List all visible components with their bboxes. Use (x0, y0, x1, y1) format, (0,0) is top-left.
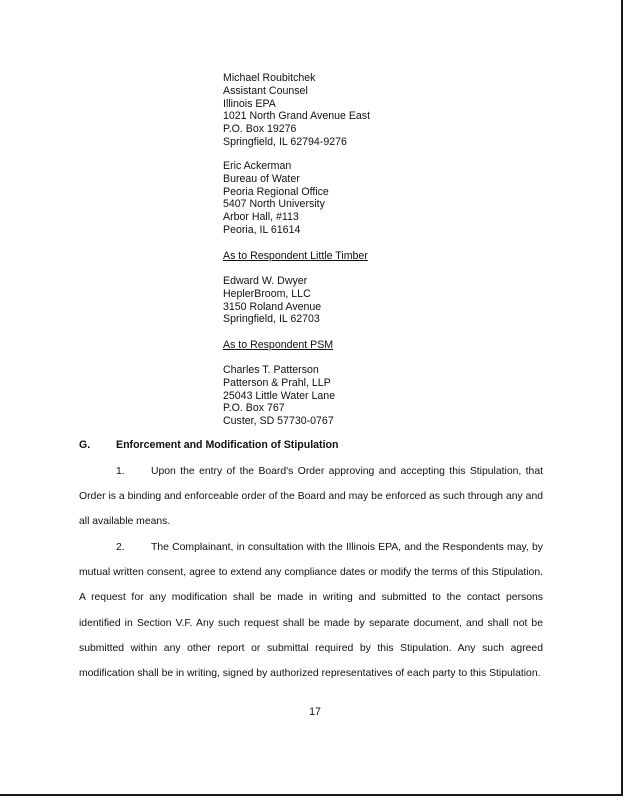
contact-line: 25043 Little Water Lane (223, 389, 336, 402)
contact-line: 3150 Roland Avenue (223, 300, 322, 313)
contact-bureau-of-water (223, 160, 563, 237)
contact-psm-counsel (223, 364, 563, 428)
contact-line: Eric Ackerman (223, 160, 292, 172)
contact-line: HeplerBroom, LLC (223, 287, 311, 300)
contact-line: Assistant Counsel (223, 84, 308, 97)
paragraph-text: Upon the entry of the Board's Order approving and accepting this Stipulation, that Order is a binding and enforceable order of the Board and may be enforced as such through any and all available means. (79, 466, 543, 528)
contact-line: P.O. Box 767 (223, 402, 285, 415)
contact-line: Arbor Hall, #113 (223, 211, 299, 224)
contact-line: Charles T. Patterson (223, 364, 319, 376)
contact-line: Springfield, IL 62703 (223, 313, 320, 326)
paragraph-2 (79, 535, 543, 686)
paragraph-number: 2. (116, 542, 125, 553)
respondent-psm-heading: As to Respondent PSM (223, 339, 334, 351)
contact-line: Edward W. Dwyer (223, 275, 308, 287)
contact-line: P.O. Box 19276 (223, 123, 297, 136)
contact-line: Illinois EPA (223, 97, 276, 110)
contact-line: 1021 North Grand Avenue East (223, 110, 371, 123)
scan-edge-bottom (0, 794, 623, 796)
section-heading (79, 439, 338, 451)
contact-line: Custer, SD 57730-0767 (223, 415, 334, 428)
contact-line: Peoria Regional Office (223, 185, 329, 198)
contact-line: Peoria, IL 61614 (223, 223, 301, 236)
contact-line: Springfield, IL 62794-9276 (223, 135, 347, 148)
scan-edge-right (621, 0, 623, 795)
section-letter: G. (79, 439, 91, 451)
section-title: Enforcement and Modification of Stipulation (116, 439, 339, 451)
contact-line: Bureau of Water (223, 172, 300, 185)
contact-line: Michael Roubitchek (223, 72, 316, 84)
page-number: 17 (309, 706, 321, 718)
paragraph-text: The Complainant, in consultation with the Illinois EPA, and the Respondents may, by mutual written consent, agree to extend any compliance dates or modify the terms of this Stipulation. A request for any modification shall be made in writing and submitted to the contact persons identified in Section V.F. Any such request shall be made by separate document, and shall not be submitted within any other report or submittal required by this Stipulation. Any such agreed modification shall be in writing, signed by authorized representatives of each party to this Stipulation. (79, 542, 543, 680)
contact-little-timber-counsel (223, 275, 563, 326)
paragraph-number: 1. (116, 466, 125, 477)
contact-illinois-epa-counsel (223, 72, 563, 149)
paragraph-1 (79, 459, 543, 535)
contact-line: Patterson & Prahl, LLP (223, 376, 331, 389)
contact-line: 5407 North University (223, 198, 325, 211)
respondent-little-timber-heading: As to Respondent Little Timber (223, 250, 368, 262)
